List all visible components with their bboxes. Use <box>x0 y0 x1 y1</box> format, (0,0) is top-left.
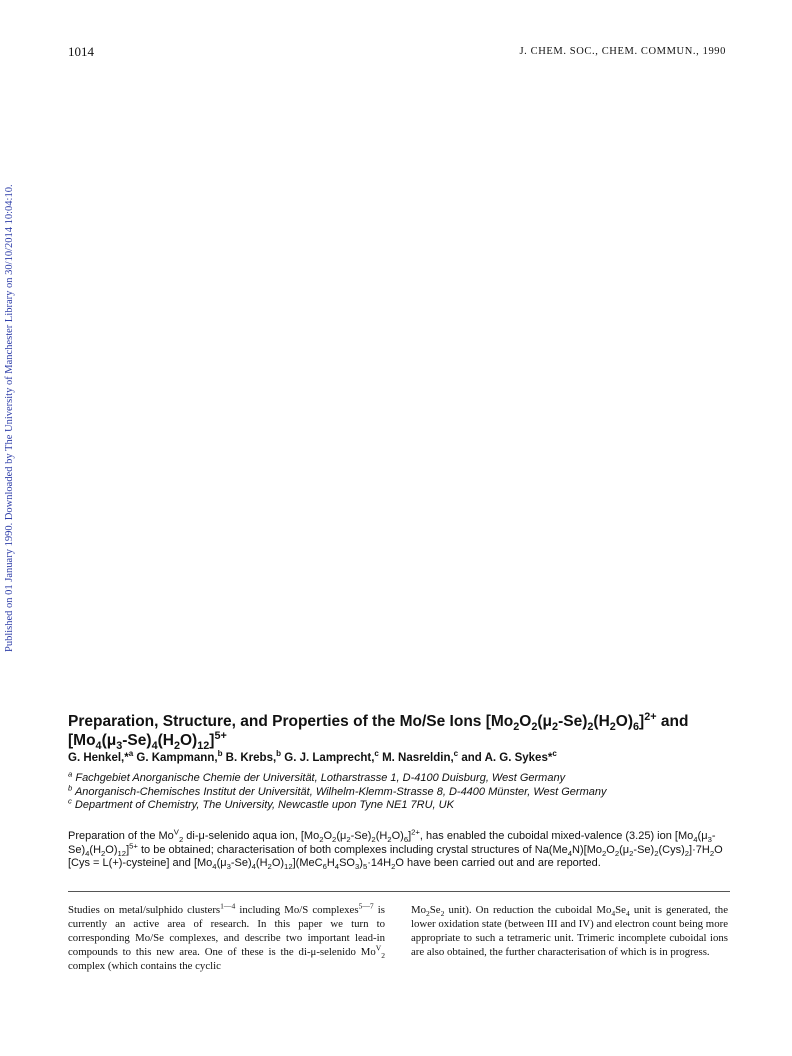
affiliation-mark: a <box>68 769 73 779</box>
page-number: 1014 <box>68 44 94 59</box>
affiliation-list <box>68 769 748 813</box>
affiliation-item <box>68 782 748 800</box>
affiliation-mark: b <box>68 782 73 792</box>
download-watermark-link[interactable]: Published on 01 January 1990. Downloaded by The University of Manchester Library on 30/10/2014 10:04:10. <box>4 184 15 652</box>
affiliation-mark: c <box>68 796 72 806</box>
affiliation-text: Anorganisch-Chemisches Institut der Universität, Wilhelm-Klemm-Strasse 8, D-4400 Münster, West Germany <box>74 785 607 798</box>
affiliation-text: Department of Chemistry, The University, Newcastle upon Tyne NE1 7RU, UK <box>74 799 454 811</box>
affiliation-text: Fachgebiet Anorganische Chemie der Universität, Lotharstrasse 1, D-4100 Duisburg, West Germany <box>75 772 566 784</box>
journal-header: J. CHEM. SOC., CHEM. COMMUN., 1990 <box>519 46 726 57</box>
body-column-left: Studies on metal/sulphido clusters$^{1—4}$ including Mo/S complexes$^{5—7}$ is currently an active area of research. In this paper we turn to corresponding Mo/Se complexes, and describe two important lead-in compounds to this new area. One of these is the di-μ-selenido $Mo^V_2$ complex (which contains the cyclic <box>68 901 385 972</box>
affiliation-item <box>68 769 748 786</box>
section-divider <box>68 891 730 892</box>
affiliation-item <box>68 796 748 813</box>
author-list: G. Henkel,*$^a$ G. Kampmann,$^b$ B. Krebs,$^b$ G. J. Lamprecht,$^c$ M. Nasreldin,$^c$ and A. G. Sykes*$^c$ <box>68 749 557 764</box>
abstract: Preparation of the $Mo^V_2$ di-μ-selenido aqua ion, $[Mo_2O_2(\mu_2-Se)_2(H_2O)_6]^{2+}$, has enabled the cuboidal mixed-valence (3.25) ion $[Mo_4(\mu_3-Se)_4(H_2O)_{12}]^{5+}$ to be obtained; characterisation of both complexes including crystal structures of $Na(Me_4N)[Mo_2O_2(\mu_2-Se)_2(Cys)_2]\cdot 7H_2O$ [Cys = L(+)-cysteine] and $[Mo_4(\mu_3-Se)_4(H_2O)_{12}](MeC_6H_4SO_3)_5\cdot 14H_2O$ have been carried out and are reported. <box>68 827 723 872</box>
body-column-right: $Mo_2Se_2$ unit). On reduction the cuboidal $Mo_4Se_4$ unit is generated, the lower oxidation state (between III and IV) and electron count being more appropriate to such a tetrameric unit. Trimeric incomplete cuboidal ions are also obtained, the further characterisation of which is in progress. <box>411 904 728 958</box>
article-title: Preparation, Structure, and Properties of the Mo/Se Ions $[Mo_2O_2(\mu_2-Se)_2(H_2O)_6]^{2+}$ and $[Mo_4(\mu_3-Se)_4(H_2O)_{12}]^{5+}$ <box>68 710 689 753</box>
